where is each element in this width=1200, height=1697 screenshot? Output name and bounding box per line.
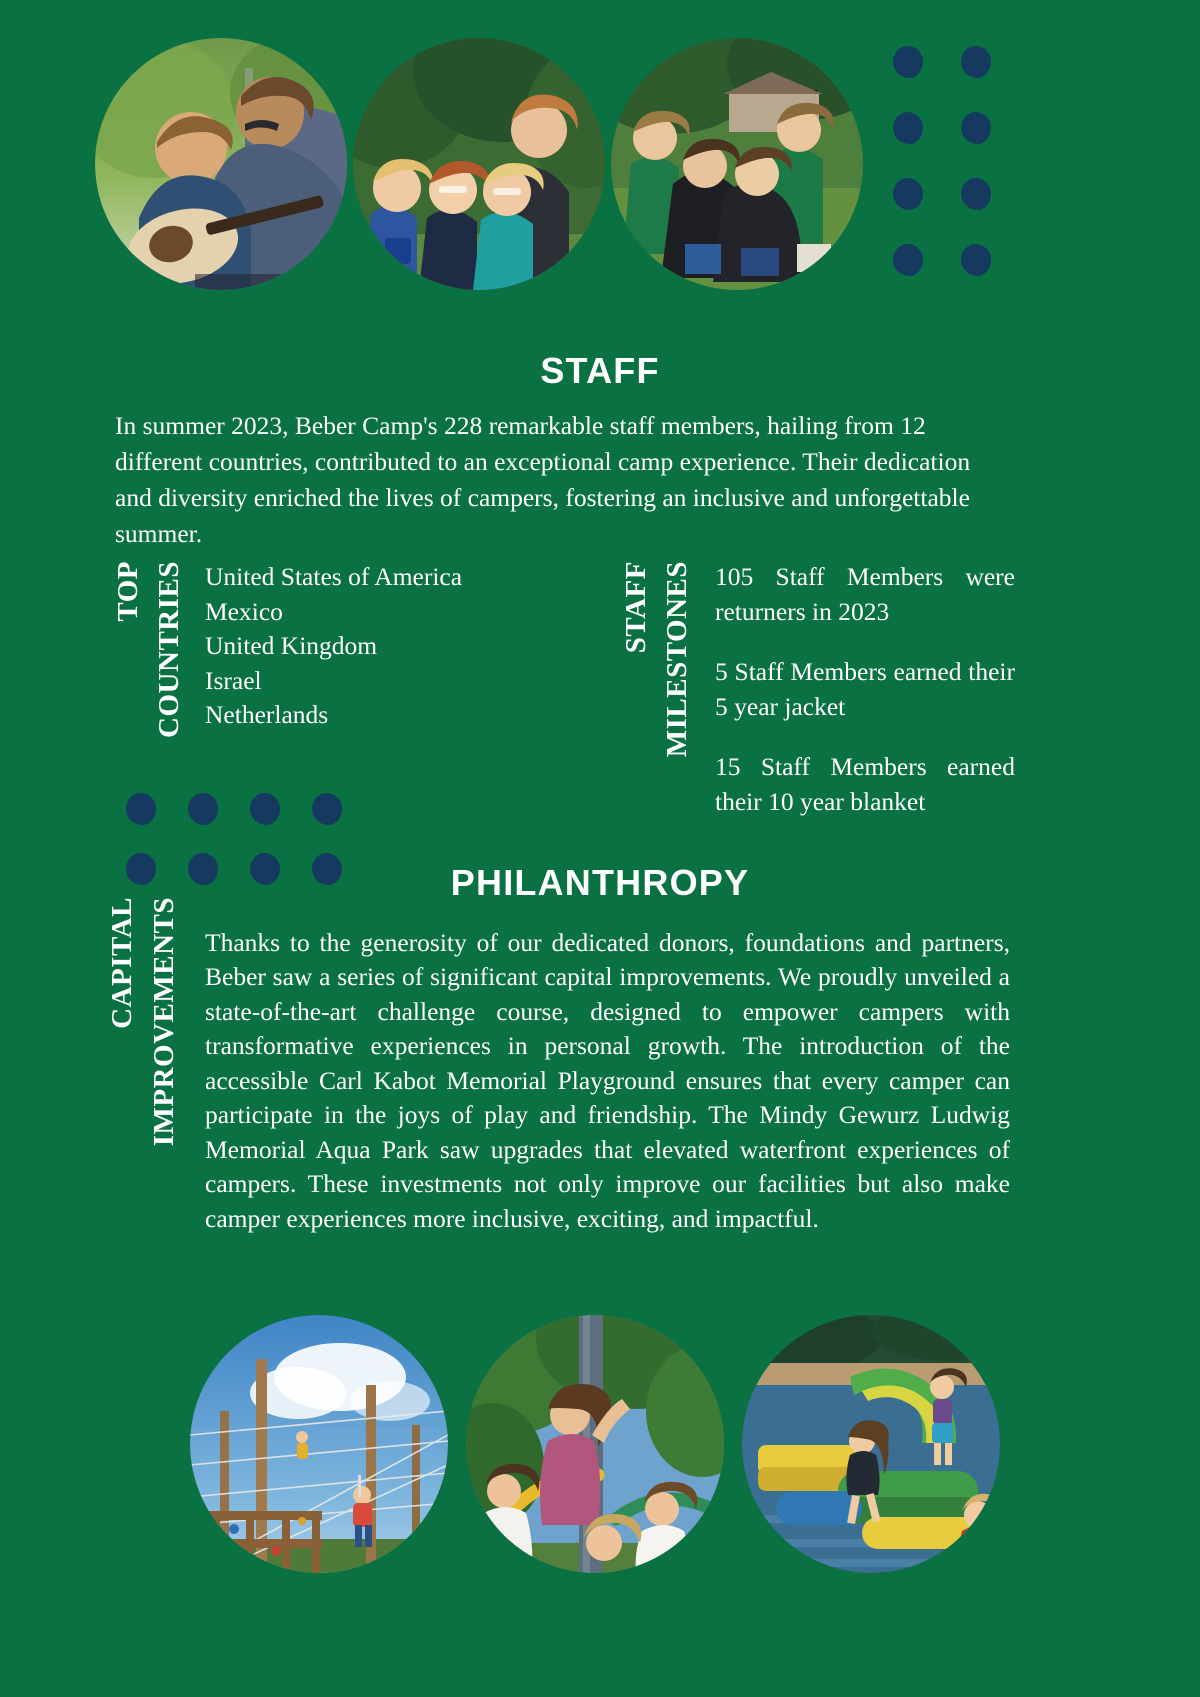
bottom-photo-row xyxy=(190,1315,1000,1573)
label-staff-milestones-line1: STAFF xyxy=(620,561,652,654)
label-capital-improvements-line1: CAPITAL xyxy=(106,897,138,1029)
photo-challenge-course xyxy=(190,1315,448,1573)
dot xyxy=(250,793,280,825)
photo-guitar-lesson xyxy=(95,38,347,290)
top-countries-list xyxy=(205,560,585,733)
dot xyxy=(893,178,923,210)
dot xyxy=(893,46,923,78)
label-staff-milestones-line2: MILESTONES xyxy=(661,561,693,758)
dot xyxy=(961,244,991,276)
page-title-staff: STAFF xyxy=(540,350,660,392)
label-top-countries-line1: TOP xyxy=(112,561,144,622)
dot xyxy=(312,793,342,825)
list-item: Netherlands xyxy=(205,700,329,729)
dot xyxy=(961,178,991,210)
decorative-dot-grid-top-right xyxy=(893,46,1029,310)
list-item: Israel xyxy=(205,665,262,695)
dot xyxy=(893,244,923,276)
page-title-philanthropy: PHILANTHROPY xyxy=(450,862,750,904)
list-item: 105 Staff Members were returners in 2023 xyxy=(715,562,1015,626)
philanthropy-paragraph: Thanks to the generosity of our dedicated donors, foundations and partners, Beber saw a series of significant capital improvements. We proudly unveiled a state-of-the-art challenge course, designed to empower campers with transformative experiences in personal growth. The introduction of the accessible Carl Kabot Memorial Playground ensures that every camper can participate in the joys of play and friendship. The Mindy Gewurz Ludwig Memorial Aqua Park saw upgrades that elevated waterfront experiences of campers. These investments not only improve our facilities but also make camper experiences more inclusive, exciting, and impactful. xyxy=(205,927,1010,1233)
dot xyxy=(126,793,156,825)
list-item: United States of America xyxy=(205,562,463,591)
label-capital-improvements-line2: IMPROVEMENTS xyxy=(148,897,180,1147)
list-item: Mexico xyxy=(205,596,283,626)
photo-aqua-park xyxy=(742,1315,1000,1573)
photo-campers-group xyxy=(353,38,605,290)
dot xyxy=(893,112,923,144)
top-photo-row xyxy=(95,38,863,290)
list-item: United Kingdom xyxy=(205,631,378,660)
list-item: 15 Staff Members earned their 10 year blanket xyxy=(715,752,1015,816)
dot xyxy=(188,793,218,825)
staff-milestones-list xyxy=(715,560,1015,819)
label-top-countries-line2: COUNTRIES xyxy=(153,561,185,738)
dot xyxy=(961,46,991,78)
list-item: 5 Staff Members earned their 5 year jacket xyxy=(715,657,1015,721)
staff-intro-paragraph: In summer 2023, Beber Camp's 228 remarkable staff members, hailing from 12 different countries, contributed to an exceptional camp experience. Their dedication and diversity enriched the lives of campers, fostering an inclusive and unforgettable summer. xyxy=(115,410,971,548)
photo-playground xyxy=(466,1315,724,1573)
photo-campers-huddle xyxy=(611,38,863,290)
dot xyxy=(961,112,991,144)
